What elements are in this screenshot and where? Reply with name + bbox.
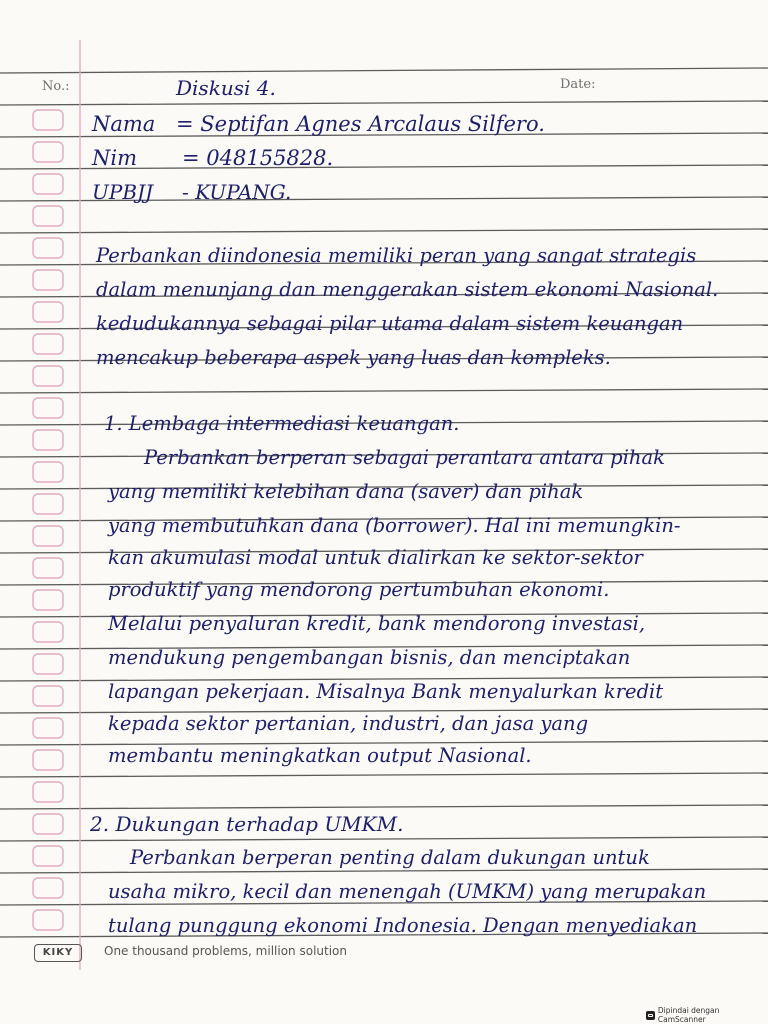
- scanner-watermark: [646, 1006, 768, 1024]
- camscanner-icon: [646, 1011, 655, 1020]
- intro-line-2: dalam menunjang dan menggerakan sistem ekonomi Nasional.: [96, 278, 719, 301]
- section-1-line-4: kan akumulasi modal untuk dialirkan ke sektor-sektor: [108, 546, 643, 569]
- nim-value: = 048155828.: [182, 146, 334, 170]
- nim-label: Nim: [92, 146, 138, 170]
- scanner-caption: Dipindai dengan CamScanner: [657, 1006, 720, 1024]
- section-1-line-5: produktif yang mendorong pertumbuhan ekonomi.: [108, 578, 610, 601]
- section-2-line-1: Perbankan berperan penting dalam dukungan untuk: [130, 846, 650, 869]
- intro-line-3: kedudukannya sebagai pilar utama dalam sistem keuangan: [96, 312, 684, 335]
- brand-logo: KIKY: [34, 944, 82, 962]
- section-1-heading: 1. Lembaga intermediasi keuangan.: [104, 412, 460, 435]
- section-1-line-1: Perbankan berperan sebagai perantara antara pihak: [144, 446, 665, 469]
- page-title: Diskusi 4.: [176, 76, 276, 100]
- section-1-line-9: kepada sektor pertanian, industri, dan jasa yang: [108, 712, 589, 735]
- upbjj-label: UPBJJ: [92, 180, 154, 204]
- section-2-line-3: tulang punggung ekonomi Indonesia. Dengan menyediakan: [108, 914, 698, 937]
- intro-line-1: Perbankan diindonesia memiliki peran yang sangat strategis: [96, 244, 697, 267]
- section-1-line-6: Melalui penyaluran kredit, bank mendorong investasi,: [108, 612, 646, 635]
- upbjj-value: - KUPANG.: [182, 180, 292, 204]
- section-1-line-2: yang memiliki kelebihan dana (saver) dan pihak: [108, 480, 584, 503]
- footer-slogan: One thousand problems, million solution: [104, 944, 347, 958]
- section-1-line-8: lapangan pekerjaan. Misalnya Bank menyalurkan kredit: [108, 680, 664, 703]
- section-1-line-10: membantu meningkatkan output Nasional.: [108, 744, 532, 767]
- intro-line-4: mencakup beberapa aspek yang luas dan kompleks.: [96, 346, 611, 369]
- nama-value: = Septifan Agnes Arcalaus Silfero.: [176, 112, 545, 136]
- section-2-line-2: usaha mikro, kecil dan menengah (UMKM) yang merupakan: [108, 880, 707, 903]
- section-2-heading: 2. Dukungan terhadap UMKM.: [90, 812, 404, 836]
- section-1-line-7: mendukung pengembangan bisnis, dan menciptakan: [108, 646, 631, 669]
- nama-label: Nama: [92, 112, 156, 136]
- date-label: Date:: [560, 77, 596, 92]
- no-label: No.:: [42, 79, 70, 94]
- section-1-line-3: yang membutuhkan dana (borrower). Hal ini memungkin-: [108, 514, 681, 537]
